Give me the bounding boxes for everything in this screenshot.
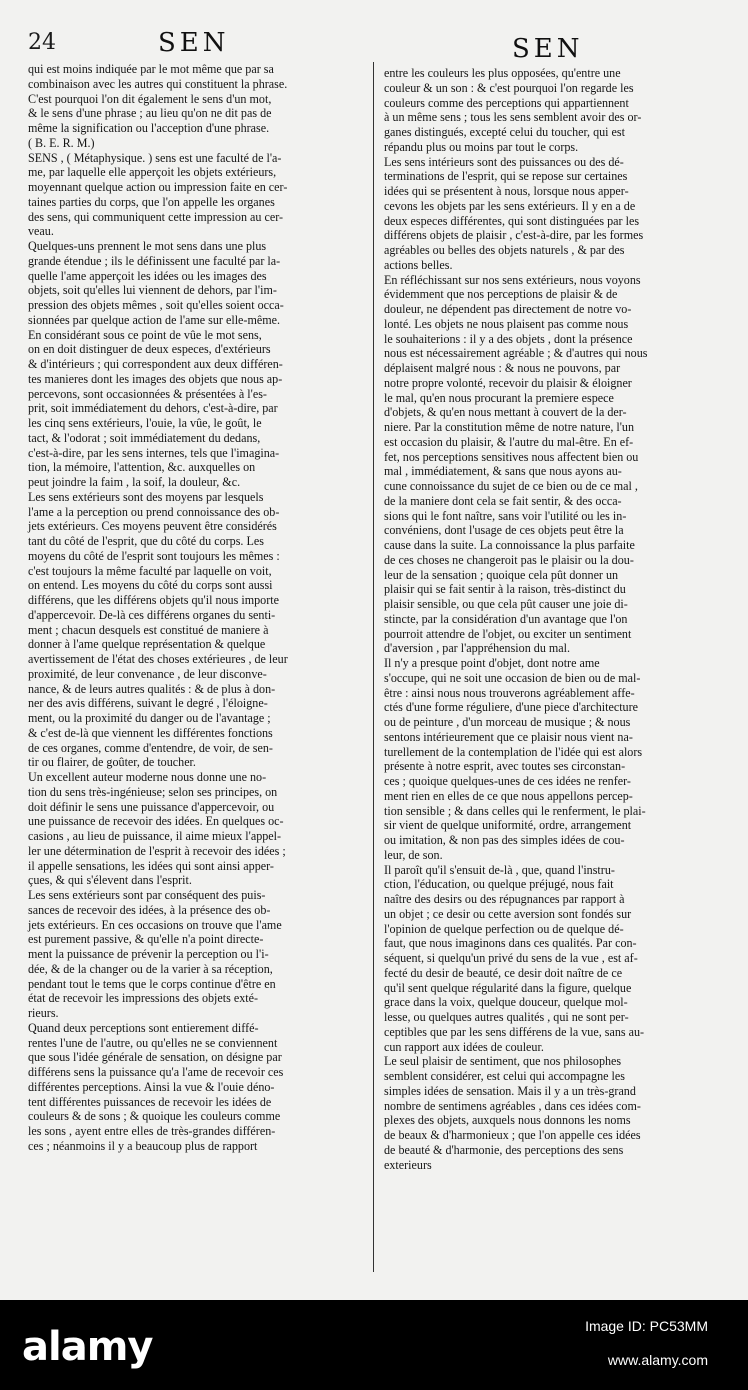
right-running-head: SEN bbox=[512, 34, 584, 64]
text-line: nombre de sentimens agréables , dans ces idées com- bbox=[384, 1098, 641, 1113]
text-line: déplaisent malgré nous : & nous ne pouvons, par bbox=[384, 361, 621, 375]
page-number: 24 bbox=[28, 30, 56, 55]
text-line: sentons intérieurement que ce plaisir nous vient na- bbox=[384, 729, 633, 744]
text-line: idées qui se présentent à nous, lorsque nous apper- bbox=[384, 184, 629, 198]
text-line: nance, & de leurs autres qualités : & de plus à don- bbox=[28, 681, 276, 696]
text-line: En considérant sous ce point de vûe le mot sens, bbox=[28, 327, 262, 342]
text-line: quelle l'ame apperçoit les idées ou les images des bbox=[28, 268, 267, 283]
text-line: c'est toujours la même faculté par laquelle on voit, bbox=[28, 563, 272, 578]
text-line: C'est pourquoi l'on dit également le sens d'un mot, bbox=[28, 91, 272, 106]
text-line: mal , immédiatement, & sans que nous ayons au- bbox=[384, 464, 622, 479]
text-line: différens objets de plaisir , c'est-à-dire, par les formes bbox=[384, 228, 644, 243]
text-line: pression des objets mêmes , soit qu'elles soient occa- bbox=[28, 298, 284, 312]
text-line: est purement passive, & qu'elle n'a point directe- bbox=[28, 932, 264, 947]
text-line: lesse, ou quelques autres qualités , qui ne sont per- bbox=[384, 1010, 629, 1024]
text-line: qui est moins indiquée par le mot même que par sa bbox=[28, 62, 274, 76]
text-line: pendant tout le tems que le corps continue d'être en bbox=[28, 976, 276, 991]
text-line: qu'il sent quelque régularité dans la figure, quelque bbox=[384, 980, 632, 995]
text-line: ou de peinture , d'un morceau de musique ; & nous bbox=[384, 715, 631, 729]
text-line: rieurs. bbox=[28, 1006, 59, 1020]
text-line: ment rien en elles de ce que nous appellons percep- bbox=[384, 788, 633, 803]
text-line: à un même sens ; tous les sens semblent avoir des or- bbox=[384, 110, 642, 125]
text-line: Quelques-uns prennent le mot sens dans une plus bbox=[28, 239, 267, 253]
text-line: plaisir sensible, ou que cela pût causer une joie di- bbox=[384, 597, 628, 611]
text-line: sances de recevoir des idées, à la présence des ob- bbox=[28, 902, 271, 917]
text-line: répandu plus ou moins par tout le corps. bbox=[384, 139, 579, 154]
text-line: Il n'y a presque point d'objet, dont notre ame bbox=[384, 656, 600, 670]
text-line: tant du côté de l'esprit, que du côté du corps. Les bbox=[28, 534, 264, 548]
text-line: deux especes différentes, qui sont distinguées par les bbox=[384, 213, 640, 228]
text-line: pourroit attendre de l'objet, ou exciter un sentiment bbox=[384, 626, 632, 641]
text-line: de ces organes, comme d'entendre, de voir, de sen- bbox=[28, 740, 273, 755]
text-line: évidemment que nos perceptions de plaisir & de bbox=[384, 287, 618, 302]
text-line: Le seul plaisir de sentiment, que nos philosophes bbox=[384, 1054, 622, 1069]
text-line: exterieurs bbox=[384, 1157, 432, 1172]
text-line: ner des avis différens, suivant le degré , l'éloigne- bbox=[28, 696, 268, 711]
text-line: entre les couleurs les plus opposées, qu'entre une bbox=[384, 66, 621, 80]
text-line: présente à notre esprit, avec toutes ses circonstan- bbox=[384, 759, 626, 774]
text-line: l'opinion de quelque perfection ou de quelque dé- bbox=[384, 921, 624, 936]
text-line: doit définir le sens une puissance d'appercevoir, ou bbox=[28, 799, 275, 814]
text-line: les sons , ayent entre elles de très-grandes différen- bbox=[28, 1124, 276, 1138]
text-line: de ces choses ne changeroit pas le plaisir ou la dou- bbox=[384, 552, 634, 567]
text-line: est occasion du plaisir, & l'autre du mal-être. En ef- bbox=[384, 434, 634, 449]
text-line: Un excellent auteur moderne nous donne une no- bbox=[28, 770, 267, 784]
text-line: douleur, ne dépendent pas directement de notre vo- bbox=[384, 302, 632, 316]
watermark-footer bbox=[0, 1300, 748, 1390]
text-line: différens, que les différens objets qu'il nous importe bbox=[28, 593, 279, 607]
text-line: niere. Par la constitution même de notre nature, l'un bbox=[384, 420, 635, 434]
text-line: des sens, qui communiquent cette impression au cer- bbox=[28, 209, 284, 224]
text-line: semblent considérer, est celui qui accompagne les bbox=[384, 1069, 625, 1083]
text-line: l'ame a la perception ou prend connoissance des ob- bbox=[28, 504, 280, 519]
text-line: d'aversion , par l'appréhension du mal. bbox=[384, 641, 571, 656]
text-line: SENS , ( Métaphysique. ) sens est une faculté de l'a- bbox=[28, 150, 282, 165]
text-line: veau. bbox=[28, 224, 54, 239]
text-line: tion du sens très-ingénieuse; selon ses principes, on bbox=[28, 784, 278, 799]
text-line: moyennant quelque action ou impression faite en cer- bbox=[28, 180, 288, 194]
text-line: tir ou flairer, de goûter, de toucher. bbox=[28, 755, 196, 770]
text-line: même la signification ou l'acception d'une phrase. bbox=[28, 121, 270, 135]
text-line: être : ainsi nous nous trouverons agréablement affe- bbox=[384, 685, 635, 700]
text-line: Les sens extérieurs sont des moyens par lesquels bbox=[28, 489, 264, 504]
text-line: actions belles. bbox=[384, 257, 453, 272]
text-line: couleur & un son : & c'est pourquoi l'on regarde les bbox=[384, 80, 634, 95]
text-line: on en doit distinguer de deux especes, d'extérieurs bbox=[28, 342, 271, 357]
text-line: ment ; chacun desquels est constitué de maniere à bbox=[28, 622, 269, 637]
text-line: proximité, de leur convenance , de leur disconve- bbox=[28, 666, 267, 681]
text-line: percevons, sont occasionnées & présentées à l'es- bbox=[28, 386, 267, 401]
text-line: prit, soit immédiatement du dehors, c'est-à-dire, par bbox=[28, 401, 278, 416]
text-line: tent différentes puissances de recevoir les idées de bbox=[28, 1094, 272, 1109]
text-line: séquent, si quelqu'un privé du sens de la vue , est af- bbox=[384, 951, 638, 965]
text-line: ctés d'une forme réguliere, d'une piece d'architecture bbox=[384, 700, 638, 715]
text-line: ction, l'éducation, ou quelque préjugé, nous fait bbox=[384, 877, 614, 892]
text-line: turellement de la contemplation de l'idée qui est alors bbox=[384, 744, 643, 759]
text-line: stincte, par la considération d'un avantage que l'on bbox=[384, 611, 628, 626]
text-line: tion sensible ; & dans celles qui le renferment, le plai- bbox=[384, 803, 646, 818]
text-line: objets, soit qu'elles lui viennent de dehors, par l'im- bbox=[28, 283, 277, 298]
text-line: naître des desirs ou des répugnances par rapport à bbox=[384, 892, 625, 906]
text-line: différentes perceptions. Ainsi la vue & l'ouie déno- bbox=[28, 1079, 275, 1094]
text-line: s'occupe, qui ne soit une occasion de bien ou de mal- bbox=[384, 670, 641, 685]
text-line: couleurs comme des perceptions qui appartiennent bbox=[384, 95, 629, 110]
text-line: tact, & l'odorat ; soit immédiatement du dedans, bbox=[28, 430, 261, 445]
text-line: dée, & de la changer ou de la varier à sa réception, bbox=[28, 961, 273, 976]
right-column bbox=[384, 66, 714, 1172]
text-line: peut joindre la faim , la soif, la douleur, &c. bbox=[28, 475, 241, 489]
text-line: sir vient de quelque uniformité, ordre, arrangement bbox=[384, 818, 632, 833]
text-line: ment la puissance de prévenir la perception ou l'i- bbox=[28, 947, 269, 961]
text-line: ou imitation, & non pas des simples idées de cou- bbox=[384, 833, 625, 847]
text-line: il appelle sensations, les idées qui sont ainsi apper- bbox=[28, 858, 274, 873]
text-line: ces ; quoique quelques-unes de ces idées ne renfer- bbox=[384, 774, 631, 788]
text-line: donner à l'ame quelque représentation & quelque bbox=[28, 637, 266, 652]
text-line: moyens du côté de l'esprit sont toujours les mêmes : bbox=[28, 548, 280, 563]
text-line: çues, & qui s'élevent dans l'esprit. bbox=[28, 873, 192, 888]
text-line: leur, de son. bbox=[384, 847, 443, 862]
footer-url: www.alamy.com bbox=[607, 1352, 708, 1368]
text-line: Il paroît qu'il s'ensuit de-là , que, quand l'instru- bbox=[384, 862, 615, 877]
text-line: rentes l'une de l'autre, ou qu'elles ne se conviennent bbox=[28, 1035, 278, 1050]
text-line: de beauté & d'harmonie, des perceptions des sens bbox=[384, 1142, 624, 1157]
text-line: cevons les objets par les sens extérieurs. Il y en a de bbox=[384, 198, 636, 213]
text-line: fet, nos perceptions sensitives nous affectent bien ou bbox=[384, 449, 639, 464]
text-line: sionnées par quelque action de l'ame sur elle-même. bbox=[28, 312, 281, 327]
text-line: grande étendue ; ils le définissent une faculté par la- bbox=[28, 253, 281, 268]
text-line: avertissement de l'état des choses extérieures , de leur bbox=[28, 652, 288, 666]
text-line: jets extérieurs. En ces occasions on trouve que l'ame bbox=[28, 917, 282, 932]
text-line: Les sens intérieurs sont des puissances ou des dé- bbox=[384, 154, 624, 169]
text-line: ceptibles que par les sens différens de la vue, sans au- bbox=[384, 1024, 645, 1039]
text-line: couleurs & de sons ; & quoique les couleurs comme bbox=[28, 1109, 281, 1124]
text-line: un objet ; ce desir ou cette aversion sont fondés sur bbox=[384, 906, 632, 921]
text-line: me, par laquelle elle apperçoit les objets extérieurs, bbox=[28, 165, 277, 180]
text-line: une puissance de recevoir des idées. En quelques oc- bbox=[28, 814, 284, 829]
text-line: ganes distingués, excepté celui du toucher, qui est bbox=[384, 125, 625, 139]
text-line: cune connoissance du sujet de ce bien ou de ce mal , bbox=[384, 479, 638, 493]
column-divider bbox=[373, 62, 374, 1272]
text-line: tes manieres dont les images des objets que nous ap- bbox=[28, 371, 283, 386]
text-line: & c'est de-là que viennent les différentes fonctions bbox=[28, 725, 273, 740]
text-line: terminations de l'esprit, qui se repose sur certaines bbox=[384, 169, 628, 184]
text-line: casions , au lieu de puissance, il aime mieux l'appel- bbox=[28, 829, 282, 843]
text-line: combinaison avec les autres qui constituent la phrase. bbox=[28, 76, 288, 91]
text-line: que sous l'idée générale de sensation, on désigne par bbox=[28, 1050, 282, 1065]
text-line: notre propre volonté, recevoir du plaisir & éloigner bbox=[384, 375, 632, 390]
left-column bbox=[28, 62, 362, 1154]
text-line: ces ; néanmoins il y a beaucoup plus de rapport bbox=[28, 1138, 258, 1153]
text-line: sions qui le font naître, sans voir l'utilité ou les in- bbox=[384, 508, 627, 523]
image-id: Image ID: PC53MM bbox=[585, 1318, 708, 1334]
text-line: jets extérieurs. Ces moyens peuvent être considérés bbox=[28, 519, 277, 534]
alamy-logo: alamy bbox=[22, 1324, 153, 1370]
text-line: nous est nécessairement agréable ; & d'autres qui nous bbox=[384, 346, 648, 361]
text-line: Quand deux perceptions sont entierement diffé- bbox=[28, 1020, 259, 1035]
text-line: grace dans la voix, quelque douceur, quelque mol- bbox=[384, 995, 628, 1010]
text-line: tion, la mémoire, l'attention, &c. auxquelles on bbox=[28, 460, 256, 475]
text-line: différens sens la puissance qu'a l'ame de recevoir ces bbox=[28, 1065, 284, 1079]
left-running-head: SEN bbox=[158, 28, 230, 58]
text-line: simples idées de sensation. Mais il y a un très-grand bbox=[384, 1083, 636, 1098]
text-line: faut, que nous imaginons dans ces qualités. Par con- bbox=[384, 936, 637, 951]
text-line: le souhaiterions : il y a des objets , dont la présence bbox=[384, 331, 633, 346]
text-line: & le sens d'une phrase ; au lieu qu'on ne dit pas de bbox=[28, 106, 272, 121]
text-line: d'appercevoir. De-là ces différens organes du senti- bbox=[28, 607, 276, 622]
text-line: agréables ou belles des objets naturels , & par des bbox=[384, 243, 625, 257]
text-line: Les sens extérieurs sont par conséquent des puis- bbox=[28, 888, 266, 902]
text-line: ( B. E. R. M.) bbox=[28, 135, 95, 150]
text-line: En réfléchissant sur nos sens extérieurs, nous voyons bbox=[384, 272, 641, 287]
text-line: convéniens, dont l'usage de ces objets peut être la bbox=[384, 523, 624, 538]
text-line: leur de la sensation ; quoique cela pût donner un bbox=[384, 567, 619, 582]
text-line: taines parties du corps, que l'on appelle les organes bbox=[28, 194, 275, 209]
text-line: cause dans la suite. La connoissance la plus parfaite bbox=[384, 538, 635, 552]
text-line: le mal, qu'en nous procurant la premiere espece bbox=[384, 390, 614, 405]
text-line: c'est-à-dire, par les sens internes, tels que l'imagina- bbox=[28, 445, 280, 460]
text-line: lonté. Les objets ne nous plaisent pas comme nous bbox=[384, 316, 629, 331]
text-line: on entend. Les moyens du côté du corps sont aussi bbox=[28, 578, 273, 593]
text-line: & d'intérieurs ; qui correspondent aux deux différen- bbox=[28, 357, 283, 371]
text-line: plaisir qui se fait sentir à la raison, très-distinct du bbox=[384, 582, 626, 597]
text-line: plexes des objets, auxquels nous donnons les noms bbox=[384, 1113, 631, 1128]
text-line: de la maniere dont cela se fait sentir, & des occa- bbox=[384, 493, 622, 508]
text-line: ler une détermination de l'esprit à recevoir des idées ; bbox=[28, 843, 286, 858]
text-line: fecté du desir de beauté, ce desir doit naître de ce bbox=[384, 965, 623, 980]
text-line: les cinq sens extérieurs, l'ouie, la vûe, le goût, le bbox=[28, 416, 262, 430]
text-line: ment, ou la proximité du danger ou de l'avantage ; bbox=[28, 711, 271, 725]
text-line: cun rapport aux idées de couleur. bbox=[384, 1039, 544, 1054]
text-line: état de recevoir les impressions des objets exté- bbox=[28, 991, 259, 1006]
text-line: d'objets, & qu'en nous mettant à couvert de la der- bbox=[384, 405, 627, 420]
text-line: de beaux & d'harmonieux ; que l'on appelle ces idées bbox=[384, 1128, 641, 1142]
